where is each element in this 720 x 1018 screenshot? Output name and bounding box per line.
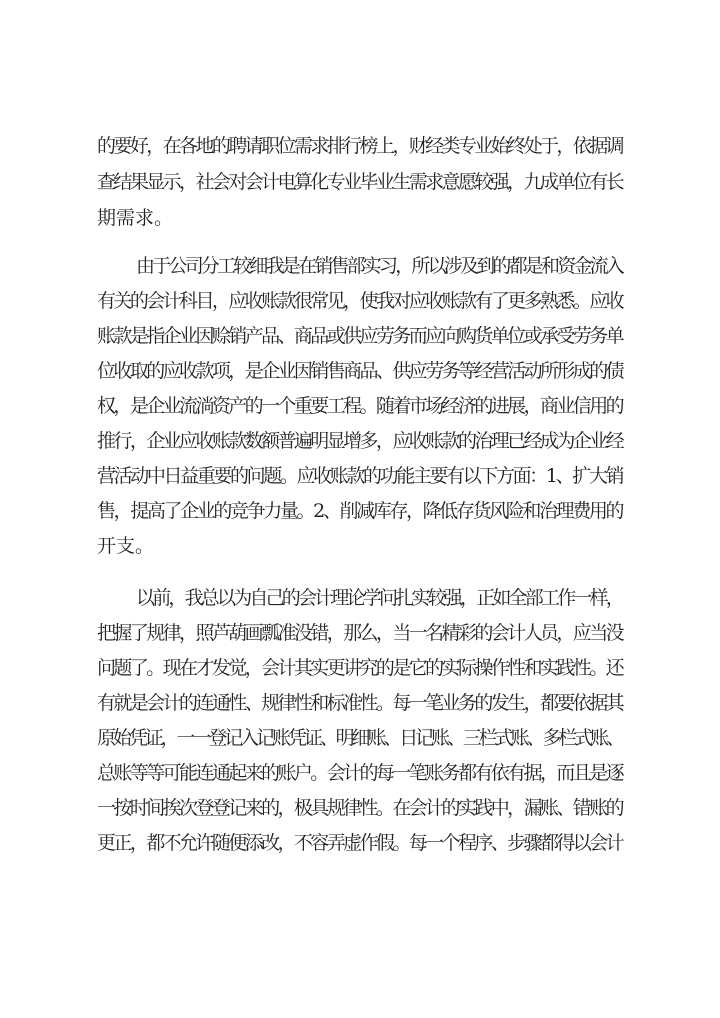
text-line-12: 开支。 bbox=[97, 535, 155, 557]
text-line-11: 售，提高了企业的竞争力量。2、削减库存，降低存货风险和治理费用的 bbox=[97, 500, 623, 522]
text-line-2: 查结果显示，社会对会计电算化专业毕业生需求意愿较强，九成单位有长 bbox=[97, 171, 623, 193]
text-line-17: 原始凭证，一一登记入记账凭证、明细账、日记账、三栏式账、多栏式账、 bbox=[97, 727, 623, 749]
text-line-4: 由于公司分工较细我是在销售部实习，所以涉及到的都是和资金流入 bbox=[136, 255, 623, 277]
text-line-10: 营活动中日益重要的问题。应收账款的功能主要有以下方面：1、扩大销 bbox=[97, 465, 623, 487]
text-line-15: 问题了。现在才发觉，会计其实更讲究的是它的实际操作性和实践性。还 bbox=[97, 657, 623, 679]
text-line-8: 权，是企业流淌资产的一个重要工程。随着市场经济的进展，商业信用的 bbox=[97, 395, 623, 417]
text-line-3: 期需求。 bbox=[97, 207, 174, 229]
text-line-19: 一按时间挨次登登记来的，极具规律性。在会计的实践中，漏账、错账的 bbox=[97, 797, 623, 819]
text-line-1: 的要好，在各地的聘请职位需求排行榜上，财经类专业始终处于，依据调 bbox=[97, 135, 623, 157]
text-line-18: 总账等等可能连通起来的账户。会计的每一笔账务都有依有据，而且是逐 bbox=[97, 762, 623, 784]
text-line-7: 位收取的应收款项，是企业因销售商品、供应劳务等经营活动所形成的债 bbox=[97, 360, 623, 382]
text-line-9: 推行，企业应收账款数额普遍明显增多，应收账款的治理已经成为企业经 bbox=[97, 430, 623, 452]
text-line-6: 账款是指企业因赊销产品、商品或供应劳务而应向购货单位或承受劳务单 bbox=[97, 325, 623, 347]
text-line-13: 以前，我总以为自己的会计理论学问扎实较强，正如全部工作一样， bbox=[136, 587, 623, 609]
text-line-16: 有就是会计的连通性、规律性和标准性。每一笔业务的发生，都要依据其 bbox=[97, 692, 623, 714]
text-line-20: 更正，都不允许随便添改，不容弄虚作假。每一个程序、步骤都得以会计 bbox=[97, 832, 623, 854]
text-line-5: 有关的会计科目，应收账款很常见，使我对应收账款有了更多熟悉。应收 bbox=[97, 290, 623, 312]
text-line-14: 把握了规律，照芦葫画瓢准没错，那么，当一名精彩的会计人员，应当没 bbox=[97, 622, 623, 644]
